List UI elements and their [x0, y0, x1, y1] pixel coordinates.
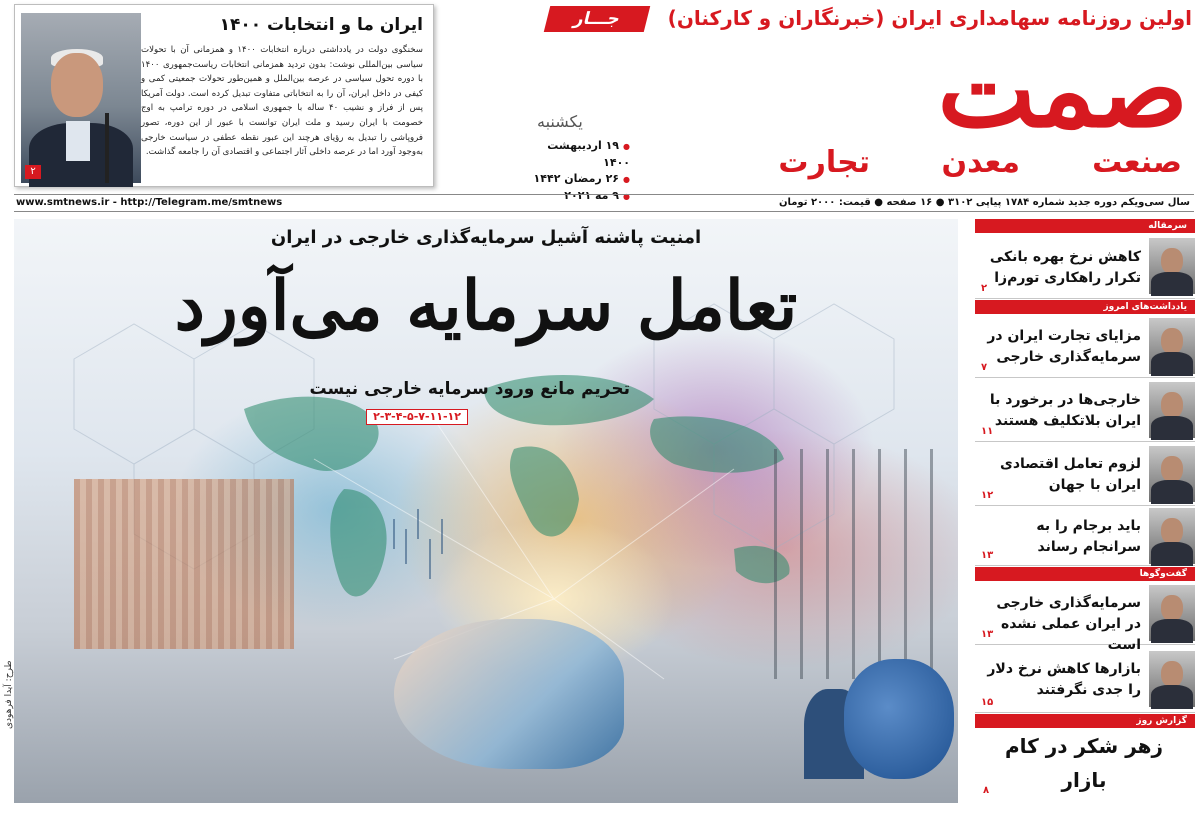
top-story-text: سخنگوی دولت در یادداشتی درباره انتخابات ۱۴۰۰ و همزمانی آن با تحولات سیاسی بین‌المللی نوشت: بدون تردید همزمانی انتخابات ریاست‌جمهوری ۱۴۰۰ با دوره تحول سیاسی در عرصه بین‌الملل و همین‌طور تحولات جمعیتی کمی و کیفی در داخل ایران، آن را به انتخاباتی متفاوت تبدیل کرده است. دولت آمریکا پس از فراز و نشیب ۴۰ ساله با جمهوری اسلامی در دوره ترامپ به اوج خصومت با ایران رسید و ملت ایران توانست با عبور از این دوره، تصور فروپاشی را تبدیل به رؤیای هرچند این عبور نقطه عطفی در سیاست خارجی به‌وجود آورد اما در عرصه داخلی آثار اجتماعی و اقتصادی آن را جامعه گذاشت. — [141, 45, 424, 158]
section-report: گزارش روز — [975, 714, 1195, 728]
masthead — [0, 0, 1200, 202]
author-photo — [1149, 508, 1195, 564]
logo-word-trade: تجارت — [778, 145, 870, 180]
main-page-reference: ۲-۳-۴-۵-۷-۱۱-۱۲ — [366, 409, 468, 425]
date-lunar: ● ۲۶ رمضان ۱۴۴۲ — [520, 171, 630, 188]
author-photo — [1149, 382, 1195, 438]
top-story-title[interactable]: ایران ما و انتخابات ۱۴۰۰ — [219, 15, 423, 35]
main-headline[interactable]: تعامل سرمایه می‌آورد — [174, 266, 798, 346]
sidebar-item-bank-interest[interactable] — [975, 233, 1195, 299]
author-photo — [1149, 318, 1195, 374]
logo-word-mine: معدن — [941, 145, 1020, 180]
refinery-photo — [74, 479, 294, 649]
steel-coils-photo — [844, 659, 954, 779]
sidebar-item-title: باید برجام را به سرانجام رساند — [1036, 518, 1141, 555]
sidebar-item-title: سرمایه‌گذاری خارجی در ایران عملی نشده است — [996, 595, 1141, 653]
sidebar-item-title: لزوم تعامل اقتصادی ایران با جهان — [999, 456, 1141, 493]
weekday: یکشنبه — [537, 112, 583, 131]
top-story-box[interactable] — [14, 4, 434, 187]
sidebar-item-title: مزایای تجارت ایران در سرمایه‌گذاری خارجی — [987, 328, 1141, 365]
sidebar-item-trade-advantages[interactable] — [975, 314, 1195, 378]
main-kicker: امنیت پاشنه آشیل سرمایه‌گذاری خارجی در ایران — [270, 227, 702, 248]
web-links[interactable]: www.smtnews.ir - http://Telegram.me/smtnews — [16, 197, 283, 208]
sidebar-item-page: ۱۱ — [981, 426, 994, 437]
sidebar-item-jcpoa[interactable] — [975, 506, 1195, 566]
masthead-slogan: اولین روزنامه سهامداری ایران (خبرنگاران و کارکنان) — [667, 6, 1192, 30]
logo-word-industry: صنعت — [1092, 145, 1182, 180]
date-solar: ● ۱۹ اردیبهشت ۱۴۰۰ — [520, 138, 630, 171]
newspaper-logo — [655, 28, 1200, 188]
sidebar-item-page: ۱۳ — [981, 629, 994, 640]
issue-info: سال سی‌ویکم دوره جدید شماره ۱۷۸۴ پیاپی ۳۱۰۲ ● ۱۶ صفحه ● قیمت: ۲۰۰۰ تومان — [778, 197, 1190, 208]
section-notes: یادداشت‌های امروز — [975, 300, 1195, 314]
section-interview: گفت‌وگوها — [975, 567, 1195, 581]
author-photo — [1149, 651, 1195, 707]
top-story-page-number: ۲ — [25, 165, 41, 179]
sidebar-item-page: ۷ — [981, 362, 988, 373]
main-subhead: تحریم مانع ورود سرمایه خارجی نیست — [309, 379, 630, 399]
sidebar-item-title: کاهش نرخ بهره بانکی تکرار راهکاری تورم‌زا — [989, 249, 1141, 286]
sidebar-item-page: ۱۳ — [981, 550, 994, 561]
section-editorial: سرمقاله — [975, 219, 1195, 233]
report-page: ۸ — [983, 785, 990, 796]
sidebar-item-page: ۱۲ — [981, 490, 994, 501]
report-title[interactable]: زهر شکر در کام بازار — [1004, 734, 1164, 792]
sidebar-item-foreigners-uncertain[interactable] — [975, 378, 1195, 442]
logo-wordmark: صمت — [937, 28, 1188, 151]
sidebar-item-page: ۱۵ — [981, 697, 994, 708]
sidebar-item-page: ۲ — [981, 283, 988, 294]
sidebar-item-dollar-rate[interactable] — [975, 645, 1195, 713]
author-photo — [1149, 238, 1195, 294]
sidebar-item-economic-engagement[interactable] — [975, 442, 1195, 506]
port-cranes-photo — [774, 449, 954, 679]
handshake-photo — [394, 619, 624, 769]
sidebar-item-title: بازارها کاهش نرخ دلار را جدی نگرفتند — [987, 661, 1141, 698]
author-photo — [1149, 585, 1195, 641]
author-photo — [1149, 446, 1195, 502]
sidebar-item-title: خارجی‌ها در برخورد با ایران بلاتکلیف هستند — [989, 392, 1141, 429]
sidebar-item-foreign-investment[interactable] — [975, 581, 1195, 653]
spokesman-photo — [21, 13, 141, 183]
main-story[interactable] — [4, 219, 958, 803]
date-gregorian: ● ۹ مه ۲۰۲۱ — [520, 188, 630, 205]
sidebar — [975, 219, 1195, 803]
designer-credit: طرح: آیدا فرهودی — [4, 660, 14, 729]
jaar-badge: جـــار — [544, 6, 650, 32]
info-rule — [14, 194, 1194, 212]
